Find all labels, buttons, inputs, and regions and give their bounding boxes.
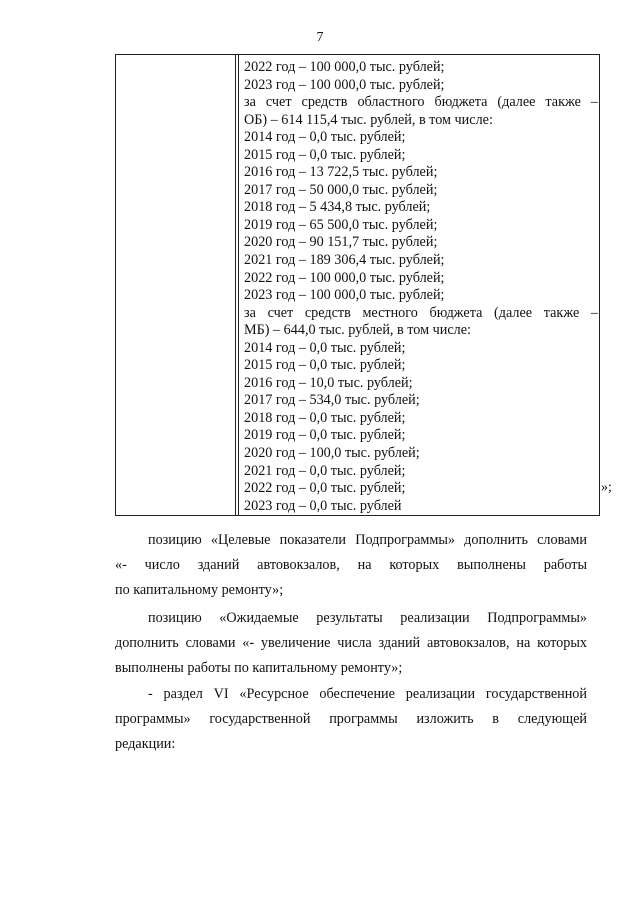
funding-line: ОБ) – 614 115,4 тыс. рублей, в том числе: <box>244 111 493 128</box>
funding-table <box>115 54 600 516</box>
column-divider <box>238 55 239 515</box>
paragraph-line: «- число зданий автовокзалов, на которых выполнены работы <box>115 557 587 573</box>
funding-line: 2020 год – 100,0 тыс. рублей; <box>244 445 420 462</box>
funding-line: 2014 год – 0,0 тыс. рублей; <box>244 129 406 146</box>
paragraph-line: дополнить словами «- увеличение числа зданий автовокзалов, на которых <box>115 635 587 651</box>
paragraph-line: позицию «Ожидаемые результаты реализации Подпрограммы» <box>148 610 587 626</box>
funding-line: 2022 год – 0,0 тыс. рублей; <box>244 480 406 497</box>
funding-line: 2021 год – 189 306,4 тыс. рублей; <box>244 252 445 269</box>
paragraph-expected-results <box>115 606 587 681</box>
paragraph-line: редакции: <box>115 736 176 752</box>
page-number: 7 <box>316 30 324 45</box>
funding-line: 2019 год – 65 500,0 тыс. рублей; <box>244 216 438 233</box>
paragraph-line: выполнены работы по капитальному ремонту»; <box>115 660 403 676</box>
funding-line: 2023 год – 100 000,0 тыс. рублей; <box>244 287 445 304</box>
funding-line: 2014 год – 0,0 тыс. рублей; <box>244 339 406 356</box>
funding-line: 2022 год – 100 000,0 тыс. рублей; <box>244 269 445 286</box>
funding-line: 2015 год – 0,0 тыс. рублей; <box>244 357 406 374</box>
funding-line: 2018 год – 0,0 тыс. рублей; <box>244 409 406 426</box>
paragraph-line: по капитальному ремонту»; <box>115 582 284 598</box>
funding-line: 2018 год – 5 434,8 тыс. рублей; <box>244 199 431 216</box>
column-divider <box>235 55 236 515</box>
funding-line: МБ) – 644,0 тыс. рублей, в том числе: <box>244 322 471 339</box>
funding-line: 2017 год – 50 000,0 тыс. рублей; <box>244 181 438 198</box>
funding-line: за счет средств местного бюджета (далее также – <box>244 304 598 321</box>
funding-line: за счет средств областного бюджета (далее также – <box>244 94 598 111</box>
paragraph-line: программы» государственной программы изложить в следующей <box>115 711 587 727</box>
funding-line: 2015 год – 0,0 тыс. рублей; <box>244 146 406 163</box>
funding-line: 2023 год – 100 000,0 тыс. рублей; <box>244 76 445 93</box>
funding-line: 2021 год – 0,0 тыс. рублей; <box>244 462 406 479</box>
paragraph-line: позицию «Целевые показатели Подпрограммы» дополнить словами <box>148 532 587 548</box>
paragraph-line: - раздел VI «Ресурсное обеспечение реализации государственной <box>148 686 587 702</box>
funding-line: 2020 год – 90 151,7 тыс. рублей; <box>244 234 438 251</box>
funding-cell <box>244 59 598 515</box>
paragraph-section-vi <box>115 682 587 757</box>
funding-line: 2022 год – 100 000,0 тыс. рублей; <box>244 59 445 75</box>
funding-line: 2017 год – 534,0 тыс. рублей; <box>244 392 420 409</box>
funding-line: 2019 год – 0,0 тыс. рублей; <box>244 427 406 444</box>
funding-line: 2016 год – 13 722,5 тыс. рублей; <box>244 164 438 181</box>
funding-line: 2023 год – 0,0 тыс. рублей <box>244 497 402 514</box>
funding-line: 2016 год – 10,0 тыс. рублей; <box>244 374 413 391</box>
paragraph-target-indicators <box>115 528 587 603</box>
closing-quote: »; <box>601 480 612 495</box>
